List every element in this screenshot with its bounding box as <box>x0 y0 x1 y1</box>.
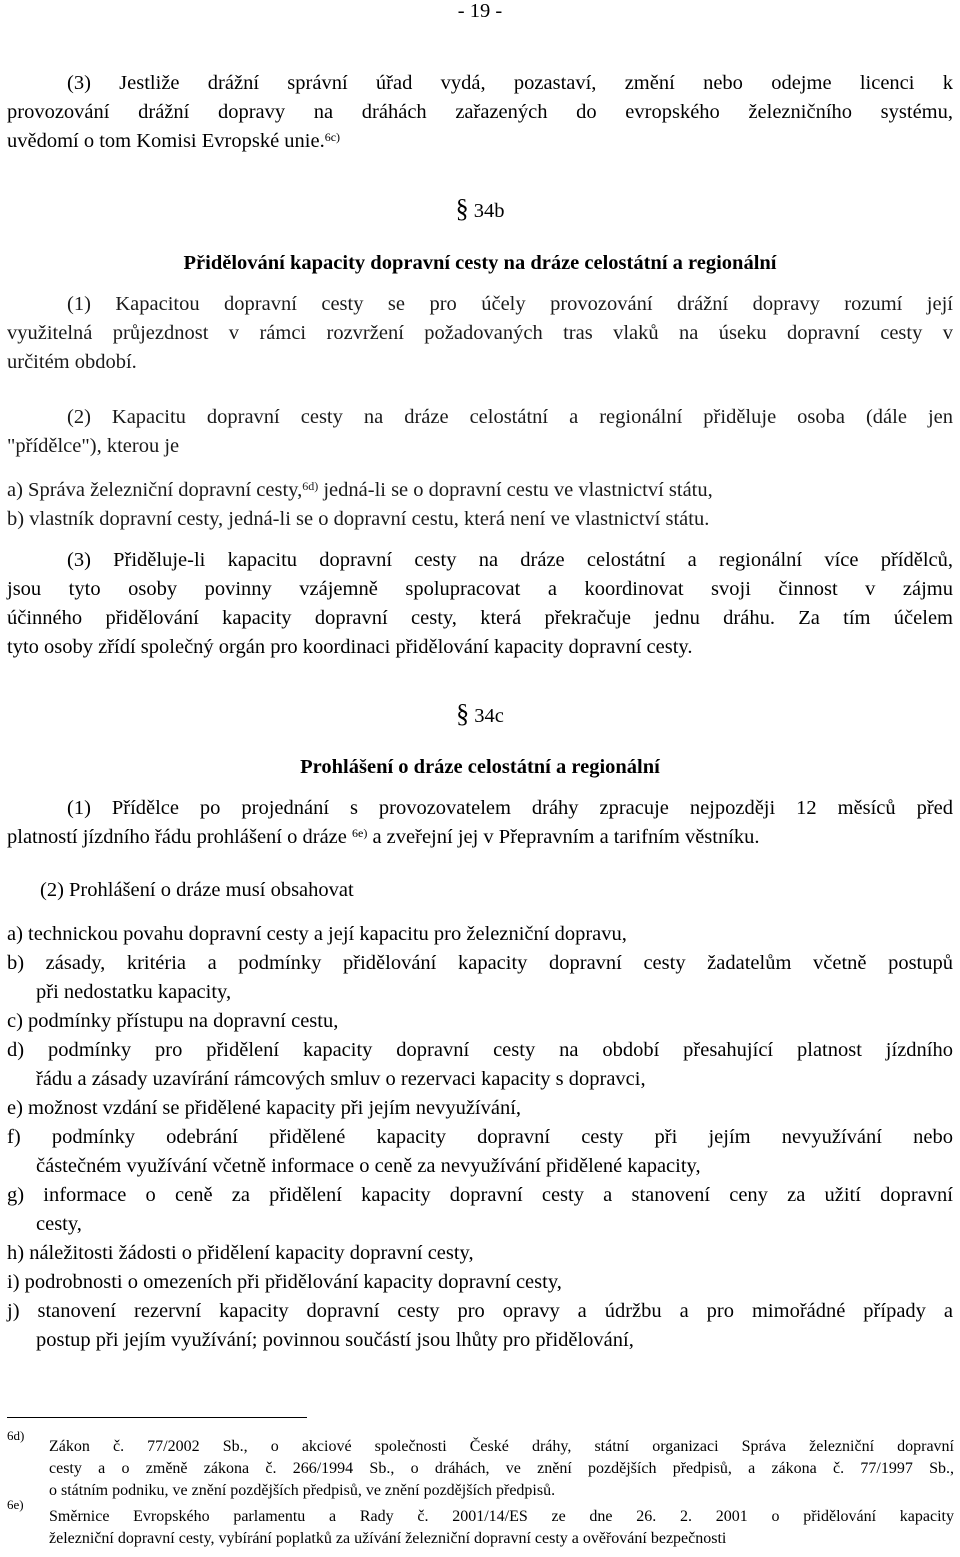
s34c-item-f: f) podmínky odebrání přidělené kapacity dopravní cesty při jejím nevyužívání nebo <box>7 1126 953 1148</box>
section-symbol: § <box>455 194 469 223</box>
section-number: 34c <box>474 705 504 727</box>
footnote-6d-line-1: Zákon č. 77/2002 Sb., o akciové společnosti České dráhy, státní organizaci Správa železniční dopravní <box>49 1438 954 1455</box>
para-3-line-2: provozování drážní dopravy na dráhách zařazených do evropského železničního systému, <box>7 101 953 123</box>
footnote-mark-6d: 6d) <box>7 1428 25 1443</box>
footnote-6e-line-2: železniční dopravní cesty, vybírání poplatků za užívání železniční dopravní cesty a ověřování bezpečnosti <box>49 1530 727 1547</box>
s34b-p2-line-2: "přídělce"), kterou je <box>7 435 180 457</box>
s34c-p1-line-2-pre: platností jízdního řádu prohlášení o dráze <box>7 826 347 848</box>
s34b-item-a-post: jedná-li se o dopravní cestu ve vlastnictví státu, <box>318 479 713 501</box>
s34b-p3-line-1: (3) Přiděluje-li kapacitu dopravní cesty na dráze celostátní a regionální více přídělců, <box>67 549 953 571</box>
para-3-line-3-text: uvědomí o tom Komisi Evropské unie. <box>7 130 325 152</box>
s34c-item-b: b) zásady, kritéria a podmínky přidělování kapacity dopravní cesty žadatelům včetně postupů <box>7 952 953 974</box>
s34b-p3-line-4: tyto osoby zřídí společný orgán pro koordinaci přidělování kapacity dopravní cesty. <box>7 636 693 658</box>
s34c-item-j-cont: postup při jejím využívání; povinnou součástí jsou lhůty pro přidělování, <box>36 1329 634 1351</box>
s34c-item-c: c) podmínky přístupu na dopravní cestu, <box>7 1010 339 1032</box>
s34c-item-b-cont: při nedostatku kapacity, <box>36 981 232 1003</box>
s34c-item-i: i) podrobnosti o omezeních při přidělování kapacity dopravní cesty, <box>7 1271 562 1293</box>
s34b-item-a-pre: a) Správa železniční dopravní cesty, <box>7 479 303 501</box>
s34b-p1-line-2: využitelná průjezdnost v rámci rozvržení požadovaných tras vlaků na úseku dopravní cesty v <box>7 322 953 344</box>
s34b-item-b: b) vlastník dopravní cesty, jedná-li se o dopravní cestu, která není ve vlastnictví státu. <box>7 508 710 530</box>
s34c-item-g-cont: cesty, <box>36 1213 82 1235</box>
s34c-item-a: a) technickou povahu dopravní cesty a její kapacitu pro železniční dopravu, <box>7 923 627 945</box>
section-number: 34b <box>473 200 505 222</box>
footnote-6e-line-1: Směrnice Evropského parlamentu a Rady č. 2001/14/ES ze dne 26. 2. 2001 o přidělování kapacity <box>49 1508 954 1525</box>
s34c-p2-intro: (2) Prohlášení o dráze musí obsahovat <box>40 879 354 901</box>
footnote-separator <box>7 1417 307 1418</box>
s34c-item-h: h) náležitosti žádosti o přidělení kapacity dopravní cesty, <box>7 1242 474 1264</box>
s34c-item-e: e) možnost vzdání se přidělené kapacity při jejím nevyužívání, <box>7 1097 522 1119</box>
s34b-p2-line-1: (2) Kapacitu dopravní cesty na dráze celostátní a regionální přiděluje osoba (dále jen <box>67 406 953 428</box>
s34b-item-a <box>7 476 953 504</box>
section-34b-number <box>0 195 960 225</box>
page-number: - 19 - <box>457 0 503 22</box>
s34c-item-d-cont: řádu a zásady uzavírání rámcových smluv o rezervaci kapacity s dopravci, <box>36 1068 646 1090</box>
section-34c-heading: Prohlášení o dráze celostátní a regionální <box>300 756 660 778</box>
para-3-line-1: (3) Jestliže drážní správní úřad vydá, pozastaví, změní nebo odejme licenci k <box>67 72 953 94</box>
s34b-p3-line-2: jsou tyto osoby povinny vzájemně spolupracovat a koordinovat svoji činnost v zájmu <box>7 578 953 600</box>
s34b-p3-line-3: účinného přidělování kapacity dopravní cesty, která překračuje jednu dráhu. Za tím účelem <box>7 607 953 629</box>
footnote-mark-6e: 6e) <box>7 1497 24 1512</box>
section-34c-number <box>0 700 960 730</box>
footnote-ref-6c: 6c) <box>324 130 341 144</box>
s34c-item-d: d) podmínky pro přidělení kapacity dopravní cesty na období přesahující platnost jízdního <box>7 1039 953 1061</box>
footnote-ref-6d: 6d) <box>302 479 319 493</box>
s34c-item-j: j) stanovení rezervní kapacity dopravní cesty pro opravy a údržbu a pro mimořádné případy a <box>7 1300 953 1322</box>
s34c-item-f-cont: částečném využívání včetně informace o ceně za nevyužívání přidělené kapacity, <box>36 1155 701 1177</box>
footnote-6d-line-2: cesty a o změně zákona č. 266/1994 Sb., o dráhách, ve znění pozdějších předpisů, a zákona č. 77/1997 Sb., <box>49 1460 954 1477</box>
para-3-line-3 <box>7 127 953 155</box>
s34b-p1-line-3: určitém období. <box>7 351 137 373</box>
s34c-item-g: g) informace o ceně za přidělení kapacity dopravní cesty a stanovení ceny za užití dopravní <box>7 1184 953 1206</box>
s34c-p1-line-1: (1) Přídělce po projednání s provozovatelem dráhy zpracuje nejpozději 12 měsíců před <box>67 797 953 819</box>
s34b-p1-line-1: (1) Kapacitou dopravní cesty se pro účely provozování drážní dopravy rozumí její <box>67 293 953 315</box>
s34c-p1-line-2 <box>7 823 953 851</box>
s34c-p1-line-2-post: a zveřejní jej v Přepravním a tarifním věstníku. <box>367 826 760 848</box>
footnote-ref-6e: 6e) <box>352 826 368 840</box>
section-34b-heading: Přidělování kapacity dopravní cesty na dráze celostátní a regionální <box>183 252 777 274</box>
footnote-6d-line-3: o státním podniku, ve znění pozdějších předpisů, ve znění pozdějších předpisů. <box>49 1482 556 1499</box>
section-symbol: § <box>456 699 470 728</box>
